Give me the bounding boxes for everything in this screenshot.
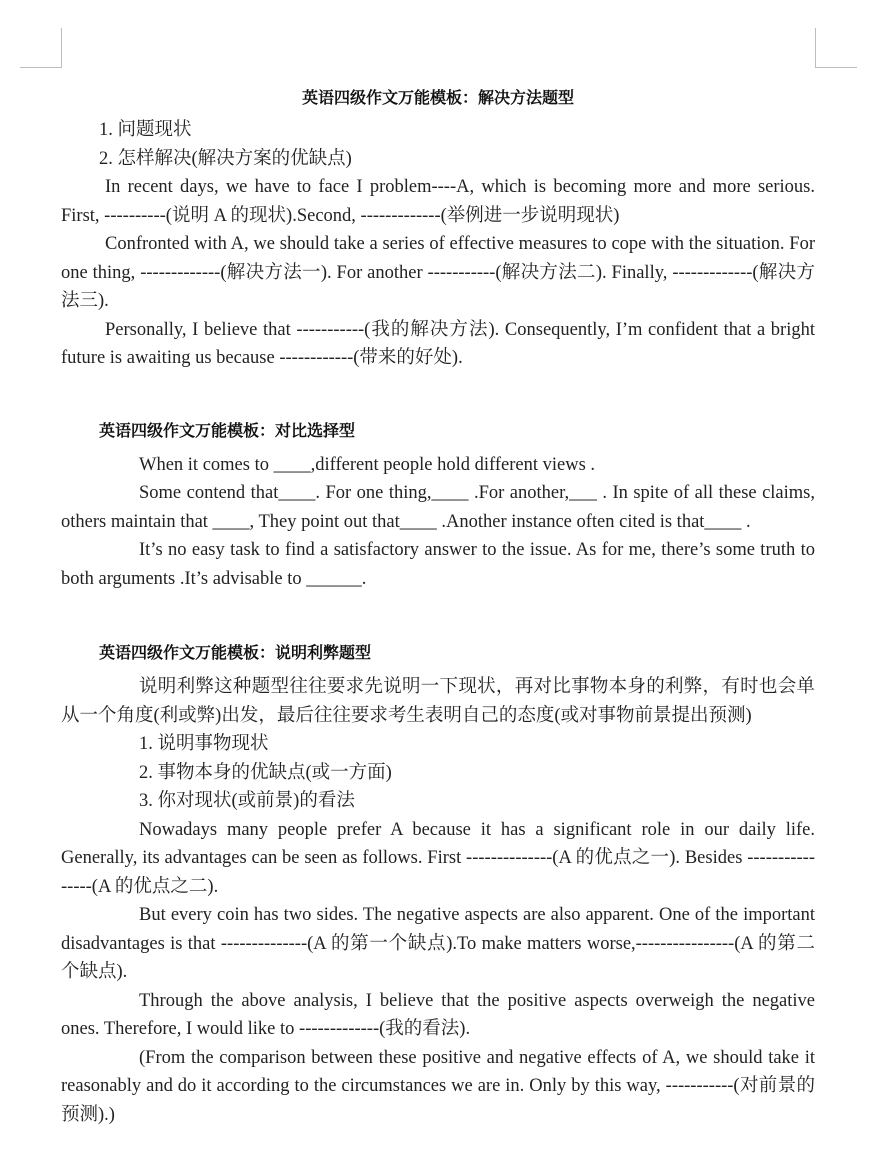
- section-title: 英语四级作文万能模板：解决方法题型: [301, 88, 574, 107]
- page-corner-mark-top-right: [815, 28, 816, 68]
- list-item: 2. 事物本身的优缺点(或一方面): [139, 762, 392, 783]
- section-pros-cons-template: [61, 639, 815, 1129]
- section-solution-template: [61, 84, 815, 373]
- paragraph: 说明利弊这种题型往往要求先说明一下现状，再对比事物本身的利弊，有时也会单从一个角度(利或弊)出发，最后往往要求考生表明自己的态度(或对事物前景提出预测): [61, 677, 815, 726]
- paragraph: When it comes to ____,different people hold different views .: [139, 454, 596, 475]
- paragraph: Confronted with A, we should take a series of effective measures to cope with the situation. For one thing, -------------(解决方法一). For another -----------(解决方法二). Finally, -------------(解决方法三).: [61, 234, 815, 311]
- paragraph: Personally, I believe that -----------(我的解决方法). Consequently, I’m confident that a bright future is awaiting us because ------------(带来的好处).: [61, 319, 815, 368]
- section-title: 英语四级作文万能模板：说明利弊题型: [99, 643, 372, 662]
- paragraph: In recent days, we have to face I problem----A, which is becoming more and more serious. First, ----------(说明 A 的现状).Second, -------------(举例进一步说明现状): [61, 177, 815, 226]
- list-item: 1. 问题现状: [99, 120, 192, 140]
- document-page: [61, 84, 815, 1129]
- page-corner-mark-top-left: [61, 28, 62, 68]
- list-item: 2. 怎样解决(解决方案的优缺点): [99, 148, 352, 169]
- page-corner-mark-top-right: [815, 67, 857, 68]
- paragraph: Through the above analysis, I believe that the positive aspects overweigh the negative ones. Therefore, I would like to -------------(我的看法).: [61, 990, 815, 1039]
- page-corner-mark-top-left: [20, 67, 62, 68]
- paragraph: (From the comparison between these positive and negative effects of A, we should take it reasonably and do it according to the circumstances we are in. Only by this way, -----------(对前景的预测).): [61, 1047, 815, 1125]
- list-item: 1. 说明事物现状: [139, 734, 269, 754]
- paragraph: Nowadays many people prefer A because it has a significant role in our daily life. Generally, its advantages can be seen as follows. First --------------(A 的优点之一). Besides ----------------(A 的优点之二).: [61, 819, 815, 897]
- section-title: 英语四级作文万能模板：对比选择型: [99, 420, 356, 440]
- list-item: 3. 你对现状(或前景)的看法: [139, 791, 355, 811]
- paragraph: Some contend that____. For one thing,____ .For another,___ . In spite of all these claims, others maintain that ____, They point out that____ .Another instance often cited is that____ .: [61, 483, 815, 532]
- paragraph: It’s no easy task to find a satisfactory answer to the issue. As for me, there’s some truth to both arguments .It’s advisable to ______.: [61, 540, 815, 589]
- section-comparison-template: [61, 417, 815, 594]
- paragraph: But every coin has two sides. The negative aspects are also apparent. One of the important disadvantages is that --------------(A 的第一个缺点).To make matters worse,----------------(A 的第二个缺点).: [61, 905, 815, 982]
